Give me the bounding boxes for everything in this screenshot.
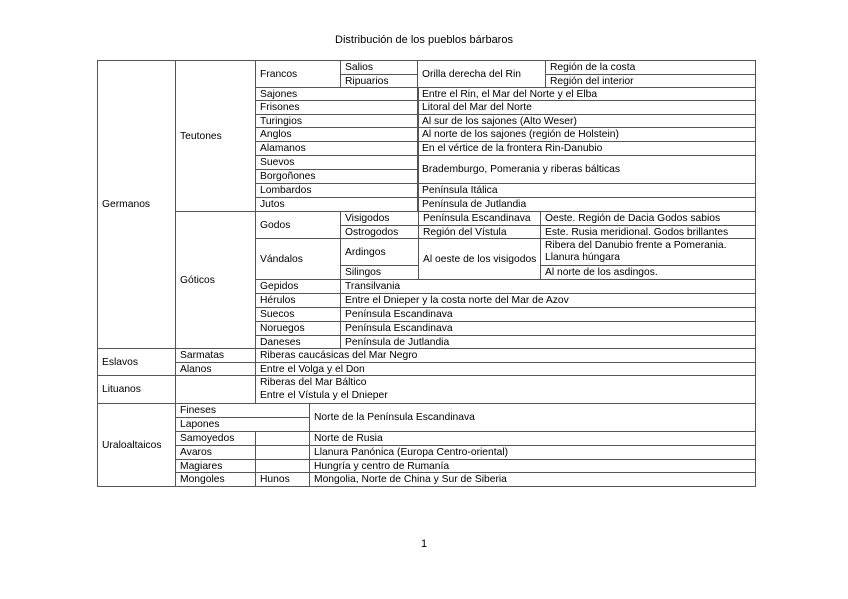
cell-people: Francos [255, 60, 341, 88]
cell-people: Alamanos [255, 141, 419, 156]
cell-people: Suevos [255, 155, 419, 170]
cell-people: Mongoles [175, 472, 256, 487]
cell-note: Región del interior [545, 74, 756, 88]
cell-group: Uraloaltaicos [97, 403, 176, 487]
cell-people: Daneses [255, 335, 341, 349]
cell-subpeople [255, 431, 310, 446]
cell-people: Lapones [175, 417, 310, 432]
cell-note: Al norte de los asdingos. [540, 265, 756, 280]
cell-location [255, 375, 756, 404]
cell-people: Hérulos [255, 293, 341, 308]
cell-location: Norte de la Península Escandinava [309, 403, 756, 432]
cell-note: Este. Rusia meridional. Godos brillantes [540, 225, 756, 239]
cell-people: Gepidos [255, 279, 341, 294]
page-title: Distribución de los pueblos bárbaros [335, 34, 513, 46]
cell-note: Región de la costa [545, 60, 756, 75]
cell-subpeople [255, 459, 310, 473]
cell-people: Vándalos [255, 238, 341, 280]
cell-people: Lombardos [255, 183, 419, 198]
cell-group: Eslavos [97, 348, 176, 376]
cell-location: Entre el Rin, el Mar del Norte y el Elba [417, 87, 756, 101]
cell-subpeople: Hunos [255, 472, 310, 487]
location-line: Riberas del Mar Báltico [260, 377, 367, 388]
cell-location: Península de Jutlandia [340, 335, 756, 349]
cell-location: Península Itálica [417, 183, 756, 198]
cell-subpeople [255, 445, 310, 460]
cell-people: Suecos [255, 307, 341, 322]
cell-location: En el vértice de la frontera Rin-Danubio [417, 141, 756, 156]
cell-people: Sarmatas [175, 348, 256, 363]
cell-subpeople: Ardingos [340, 238, 419, 266]
cell-subpeople: Salios [340, 60, 418, 75]
cell-people: Sajones [255, 87, 419, 101]
cell-location: Región del Vístula [418, 225, 541, 239]
cell-location: Litoral del Mar del Norte [417, 100, 756, 115]
cell-branch: Góticos [175, 211, 256, 349]
cell-location: Norte de Rusia [309, 431, 756, 446]
cell-subpeople: Ripuarios [340, 74, 418, 88]
cell-people: Turingios [255, 114, 419, 128]
cell-people: Anglos [255, 127, 419, 142]
cell-group: Lituanos [97, 375, 176, 404]
cell-location: Península Escandinava [340, 307, 756, 322]
cell-people: Noruegos [255, 321, 341, 336]
cell-location: Llanura Panónica (Europa Centro-oriental) [309, 445, 756, 460]
cell-group: Germanos [97, 60, 176, 349]
cell-people: Fineses [175, 403, 310, 418]
cell-people: Avaros [175, 445, 256, 460]
cell-subpeople: Ostrogodos [340, 225, 419, 239]
cell-people: Frisones [255, 100, 419, 115]
cell-location: Al sur de los sajones (Alto Weser) [417, 114, 756, 128]
page-number: 1 [420, 538, 428, 550]
cell-people: Godos [255, 211, 341, 239]
cell-people: Borgoñones [255, 169, 419, 184]
cell-location: Península de Jutlandia [417, 197, 756, 212]
cell-people: Samoyedos [175, 431, 256, 446]
cell-location: Transilvania [340, 279, 756, 294]
cell-note: Ribera del Danubio frente a Pomerania. Llanura húngara [540, 238, 756, 266]
cell-subpeople: Visigodos [340, 211, 419, 226]
cell-location: Península Escandinava [340, 321, 756, 336]
cell-location: Al oeste de los visigodos [418, 238, 541, 280]
location-line: Entre el Vístula y el Dnieper [260, 389, 388, 401]
cell-location: Al norte de los sajones (región de Holstein) [417, 127, 756, 142]
cell-subpeople: Silingos [340, 265, 419, 280]
cell-location: Entre el Dnieper y la costa norte del Mar de Azov [340, 293, 756, 308]
cell-location: Península Escandinava [418, 211, 541, 226]
cell-people: Alanos [175, 362, 256, 376]
cell-branch: Teutones [175, 60, 256, 212]
cell-location: Brademburgo, Pomerania y riberas bálticas [417, 155, 756, 184]
cell-location: Orilla derecha del Rin [417, 60, 546, 88]
cell-location: Riberas caucásicas del Mar Negro [255, 348, 756, 363]
cell-location: Hungría y centro de Rumanía [309, 459, 756, 473]
cell-location: Mongolia, Norte de China y Sur de Siberia [309, 472, 756, 487]
cell-location: Entre el Volga y el Don [255, 362, 756, 376]
cell-note: Oeste. Región de Dacia Godos sabios [540, 211, 756, 226]
cell-people [175, 375, 256, 404]
cell-people: Magiares [175, 459, 256, 473]
cell-people: Jutos [255, 197, 419, 212]
